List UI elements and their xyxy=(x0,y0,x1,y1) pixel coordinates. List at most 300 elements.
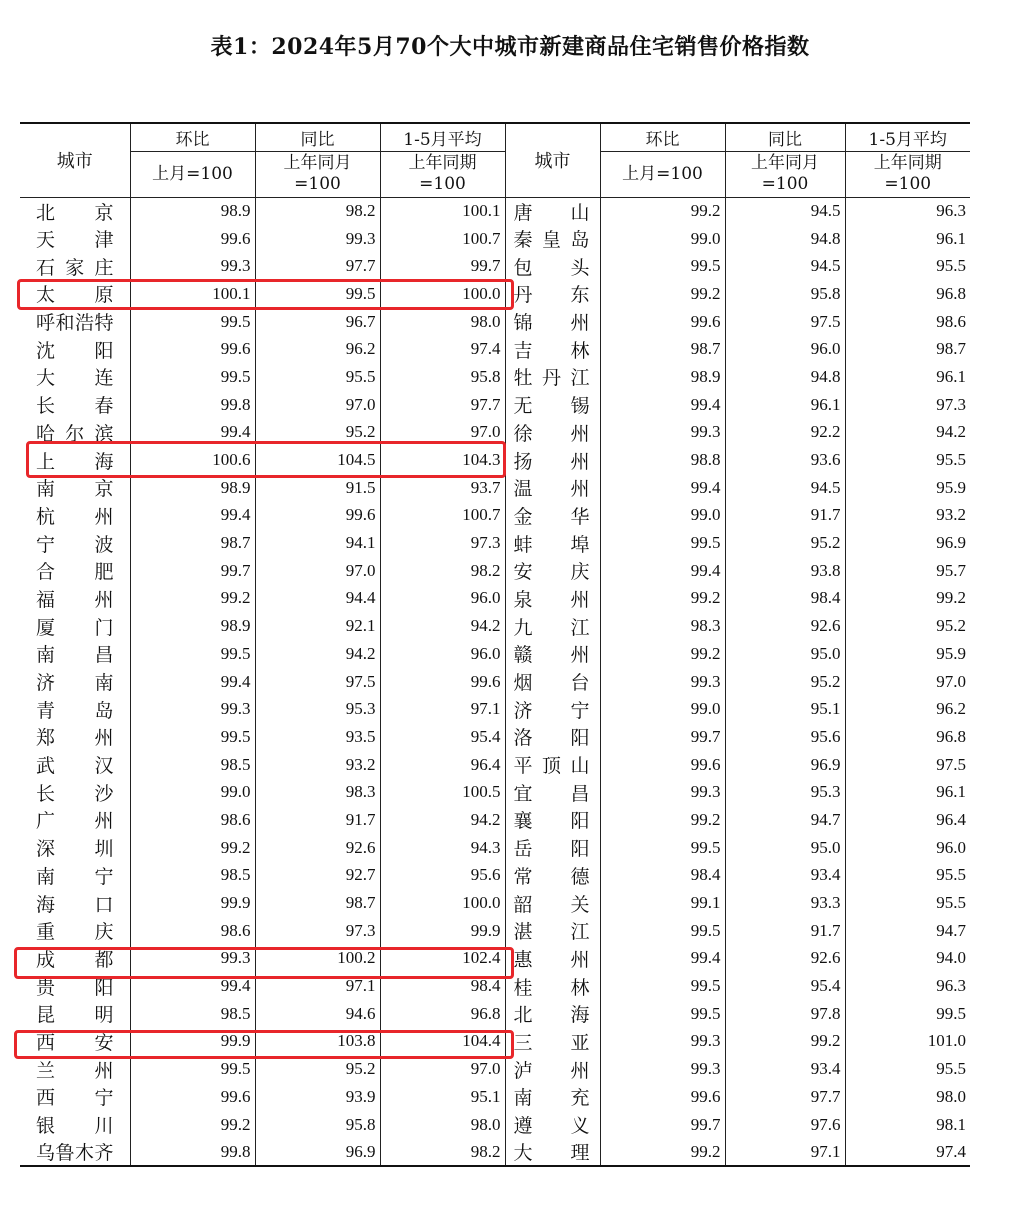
yoy-value-right: 95.2 xyxy=(725,529,845,557)
mom-value-left: 98.5 xyxy=(130,751,255,779)
table-row xyxy=(20,723,970,751)
mom-value-left: 99.7 xyxy=(130,557,255,585)
yoy-value-left: 91.5 xyxy=(255,474,380,502)
table-row xyxy=(20,1138,970,1166)
yoy-value-left: 98.3 xyxy=(255,778,380,806)
avg-value-left: 97.1 xyxy=(380,695,505,723)
mom-value-left: 98.9 xyxy=(130,612,255,640)
yoy-value-left: 95.5 xyxy=(255,363,380,391)
yoy-value-left: 95.2 xyxy=(255,419,380,447)
yoy-value-right: 94.5 xyxy=(725,474,845,502)
mom-value-right: 99.4 xyxy=(600,474,725,502)
city-name-left: 太原 xyxy=(36,284,114,307)
yoy-value-right: 95.0 xyxy=(725,834,845,862)
city-name-right: 济宁 xyxy=(505,695,600,723)
city-name-left: 厦门 xyxy=(36,616,114,639)
yoy-value-left: 99.5 xyxy=(255,280,380,308)
mom-value-right: 99.3 xyxy=(600,778,725,806)
header-yoy-base-right xyxy=(725,151,845,197)
city-name-left: 沈阳 xyxy=(36,339,114,362)
city-name-left: 上海 xyxy=(36,450,114,473)
city-name-left: 成都 xyxy=(36,948,114,971)
city-name-right: 丹东 xyxy=(505,280,600,308)
avg-value-left: 97.3 xyxy=(380,529,505,557)
yoy-value-left: 99.6 xyxy=(255,502,380,530)
avg-value-left: 97.0 xyxy=(380,1055,505,1083)
city-name-right: 北海 xyxy=(505,1000,600,1028)
mom-value-right: 99.4 xyxy=(600,557,725,585)
mom-value-left: 99.4 xyxy=(130,668,255,696)
city-name-right: 泉州 xyxy=(505,585,600,613)
mom-value-left: 99.4 xyxy=(130,502,255,530)
city-name-right: 安庆 xyxy=(505,557,600,585)
avg-value-right: 95.5 xyxy=(845,889,970,917)
mom-value-left: 99.3 xyxy=(130,252,255,280)
table-row xyxy=(20,335,970,363)
city-name-right: 锦州 xyxy=(505,308,600,336)
mom-value-left: 99.3 xyxy=(130,695,255,723)
avg-value-right: 97.5 xyxy=(845,751,970,779)
yoy-value-right: 95.3 xyxy=(725,778,845,806)
yoy-value-left: 92.7 xyxy=(255,862,380,890)
mom-value-left: 99.5 xyxy=(130,1055,255,1083)
header-yoy-base-line1: 上年同月 xyxy=(283,153,352,173)
yoy-value-right: 93.3 xyxy=(725,889,845,917)
avg-value-right: 97.0 xyxy=(845,668,970,696)
mom-value-left: 99.9 xyxy=(130,1028,255,1056)
city-name-right: 桂林 xyxy=(505,972,600,1000)
avg-value-left: 95.1 xyxy=(380,1083,505,1111)
avg-value-left: 96.0 xyxy=(380,585,505,613)
yoy-value-left: 96.7 xyxy=(255,308,380,336)
avg-value-left: 94.3 xyxy=(380,834,505,862)
mom-value-left: 99.5 xyxy=(130,363,255,391)
mom-value-right: 99.3 xyxy=(600,419,725,447)
avg-value-left: 104.3 xyxy=(380,446,505,474)
city-name-left: 长春 xyxy=(36,395,114,418)
mom-value-right: 99.6 xyxy=(600,308,725,336)
avg-value-left: 94.2 xyxy=(380,806,505,834)
yoy-value-left: 96.2 xyxy=(255,335,380,363)
header-avg-right: 1-5月平均 xyxy=(845,123,970,151)
yoy-value-right: 92.6 xyxy=(725,945,845,973)
table-row xyxy=(20,1111,970,1139)
mom-value-right: 99.5 xyxy=(600,834,725,862)
city-name-right: 赣州 xyxy=(505,640,600,668)
city-name-left: 大连 xyxy=(36,367,114,390)
mom-value-right: 99.6 xyxy=(600,751,725,779)
table-row xyxy=(20,751,970,779)
avg-value-right: 96.3 xyxy=(845,972,970,1000)
avg-value-left: 104.4 xyxy=(380,1028,505,1056)
city-name-right: 岳阳 xyxy=(505,834,600,862)
yoy-value-right: 96.0 xyxy=(725,335,845,363)
table-title: 表1：2024年5月70个大中城市新建商品住宅销售价格指数 xyxy=(210,34,810,60)
avg-value-left: 98.0 xyxy=(380,1111,505,1139)
mom-value-right: 99.5 xyxy=(600,917,725,945)
yoy-value-right: 94.5 xyxy=(725,252,845,280)
city-name-right: 洛阳 xyxy=(505,723,600,751)
header-avg-base-left xyxy=(380,151,505,197)
header-avg-base-right xyxy=(845,151,970,197)
yoy-value-right: 94.7 xyxy=(725,806,845,834)
highlight-box-chengdu xyxy=(14,947,514,979)
yoy-value-left: 96.9 xyxy=(255,1138,380,1166)
table-row xyxy=(20,806,970,834)
mom-value-right: 99.6 xyxy=(600,1083,725,1111)
avg-value-right: 96.8 xyxy=(845,280,970,308)
mom-value-left: 98.9 xyxy=(130,474,255,502)
city-name-left: 济南 xyxy=(36,672,114,695)
yoy-value-right: 95.1 xyxy=(725,695,845,723)
mom-value-right: 99.3 xyxy=(600,1055,725,1083)
mom-value-left: 99.2 xyxy=(130,585,255,613)
mom-value-right: 99.3 xyxy=(600,668,725,696)
yoy-value-left: 94.2 xyxy=(255,640,380,668)
mom-value-left: 99.4 xyxy=(130,972,255,1000)
avg-value-right: 96.1 xyxy=(845,363,970,391)
yoy-value-right: 97.7 xyxy=(725,1083,845,1111)
avg-value-right: 95.5 xyxy=(845,446,970,474)
avg-value-right: 95.7 xyxy=(845,557,970,585)
header-avg-base-line2: =100 xyxy=(419,174,466,194)
city-name-left: 石家庄 xyxy=(36,256,114,279)
table-row xyxy=(20,1055,970,1083)
header-mom-left: 环比 xyxy=(130,123,255,151)
city-name-right: 平顶山 xyxy=(505,751,600,779)
mom-value-right: 99.2 xyxy=(600,280,725,308)
yoy-value-left: 92.6 xyxy=(255,834,380,862)
yoy-value-left: 97.0 xyxy=(255,391,380,419)
yoy-value-left: 97.0 xyxy=(255,557,380,585)
avg-value-left: 95.8 xyxy=(380,363,505,391)
mom-value-left: 99.6 xyxy=(130,1083,255,1111)
header-yoy-base-line2: =100 xyxy=(294,174,341,194)
yoy-value-right: 97.8 xyxy=(725,1000,845,1028)
avg-value-right: 96.3 xyxy=(845,197,970,225)
avg-value-right: 94.0 xyxy=(845,945,970,973)
yoy-value-left: 93.9 xyxy=(255,1083,380,1111)
yoy-value-left: 104.5 xyxy=(255,446,380,474)
avg-value-right: 98.1 xyxy=(845,1111,970,1139)
avg-value-right: 98.7 xyxy=(845,335,970,363)
avg-value-right: 96.1 xyxy=(845,778,970,806)
avg-value-right: 94.2 xyxy=(845,419,970,447)
table-row xyxy=(20,529,970,557)
yoy-value-left: 94.6 xyxy=(255,1000,380,1028)
yoy-value-right: 93.4 xyxy=(725,862,845,890)
mom-value-left: 98.5 xyxy=(130,1000,255,1028)
avg-value-right: 98.6 xyxy=(845,308,970,336)
avg-value-left: 93.7 xyxy=(380,474,505,502)
avg-value-left: 100.7 xyxy=(380,225,505,253)
city-name-left: 乌鲁木齐 xyxy=(36,1142,114,1165)
table-row xyxy=(20,557,970,585)
header-avg-left: 1-5月平均 xyxy=(380,123,505,151)
yoy-value-left: 93.5 xyxy=(255,723,380,751)
mom-value-left: 98.9 xyxy=(130,197,255,225)
avg-value-left: 97.7 xyxy=(380,391,505,419)
city-name-right: 泸州 xyxy=(505,1055,600,1083)
avg-value-right: 98.0 xyxy=(845,1083,970,1111)
table-row xyxy=(20,834,970,862)
yoy-value-left: 98.7 xyxy=(255,889,380,917)
yoy-value-left: 98.2 xyxy=(255,197,380,225)
table-row xyxy=(20,778,970,806)
header-yoy-left: 同比 xyxy=(255,123,380,151)
yoy-value-left: 91.7 xyxy=(255,806,380,834)
city-name-left: 银川 xyxy=(36,1115,114,1138)
city-name-left: 南宁 xyxy=(36,865,114,888)
city-name-left: 长沙 xyxy=(36,782,114,805)
city-name-left: 兰州 xyxy=(36,1059,114,1082)
city-name-right: 三亚 xyxy=(505,1028,600,1056)
table-row xyxy=(20,474,970,502)
city-name-right: 南充 xyxy=(505,1083,600,1111)
avg-value-right: 101.0 xyxy=(845,1028,970,1056)
header-avg-base-line1: 上年同期 xyxy=(408,153,477,173)
yoy-value-left: 95.3 xyxy=(255,695,380,723)
yoy-value-left: 95.2 xyxy=(255,1055,380,1083)
mom-value-left: 98.7 xyxy=(130,529,255,557)
avg-value-right: 99.2 xyxy=(845,585,970,613)
yoy-value-right: 99.2 xyxy=(725,1028,845,1056)
mom-value-right: 98.7 xyxy=(600,335,725,363)
city-name-left: 哈尔滨 xyxy=(36,422,114,445)
city-name-left: 天津 xyxy=(36,229,114,252)
mom-value-left: 99.5 xyxy=(130,640,255,668)
avg-value-left: 98.2 xyxy=(380,1138,505,1166)
avg-value-left: 102.4 xyxy=(380,945,505,973)
city-name-left: 南京 xyxy=(36,478,114,501)
avg-value-right: 96.9 xyxy=(845,529,970,557)
avg-value-right: 95.5 xyxy=(845,862,970,890)
avg-value-left: 94.2 xyxy=(380,612,505,640)
city-name-right: 襄阳 xyxy=(505,806,600,834)
table-row xyxy=(20,640,970,668)
avg-value-right: 95.5 xyxy=(845,1055,970,1083)
yoy-value-left: 97.1 xyxy=(255,972,380,1000)
table-row xyxy=(20,363,970,391)
avg-value-left: 98.4 xyxy=(380,972,505,1000)
header-yoy-base-line2: =100 xyxy=(761,174,809,194)
avg-value-right: 96.4 xyxy=(845,806,970,834)
city-name-left: 宁波 xyxy=(36,533,114,556)
mom-value-right: 99.2 xyxy=(600,197,725,225)
city-name-right: 常德 xyxy=(505,862,600,890)
city-name-right: 蚌埠 xyxy=(505,529,600,557)
table-row xyxy=(20,308,970,336)
mom-value-left: 99.6 xyxy=(130,335,255,363)
avg-value-left: 99.9 xyxy=(380,917,505,945)
mom-value-right: 99.5 xyxy=(600,1000,725,1028)
table-row xyxy=(20,695,970,723)
yoy-value-right: 95.6 xyxy=(725,723,845,751)
table-row xyxy=(20,862,970,890)
city-name-left: 昆明 xyxy=(36,1004,114,1027)
mom-value-right: 99.0 xyxy=(600,695,725,723)
mom-value-right: 99.3 xyxy=(600,1028,725,1056)
yoy-value-right: 96.1 xyxy=(725,391,845,419)
mom-value-right: 98.8 xyxy=(600,446,725,474)
yoy-value-right: 94.5 xyxy=(725,197,845,225)
mom-value-right: 99.0 xyxy=(600,502,725,530)
table-row xyxy=(20,917,970,945)
yoy-value-right: 97.5 xyxy=(725,308,845,336)
avg-value-left: 98.2 xyxy=(380,557,505,585)
table-row xyxy=(20,502,970,530)
yoy-value-left: 97.7 xyxy=(255,252,380,280)
yoy-value-left: 95.8 xyxy=(255,1111,380,1139)
mom-value-left: 99.8 xyxy=(130,1138,255,1166)
mom-value-left: 99.5 xyxy=(130,308,255,336)
avg-value-right: 96.2 xyxy=(845,695,970,723)
avg-value-left: 96.8 xyxy=(380,1000,505,1028)
table-row xyxy=(20,1083,970,1111)
avg-value-left: 99.7 xyxy=(380,252,505,280)
mom-value-left: 98.6 xyxy=(130,806,255,834)
yoy-value-right: 95.0 xyxy=(725,640,845,668)
city-name-right: 牡丹江 xyxy=(505,363,600,391)
mom-value-right: 98.3 xyxy=(600,612,725,640)
mom-value-right: 99.5 xyxy=(600,529,725,557)
city-name-right: 扬州 xyxy=(505,446,600,474)
city-name-left: 武汉 xyxy=(36,755,114,778)
yoy-value-right: 95.8 xyxy=(725,280,845,308)
mom-value-right: 99.0 xyxy=(600,225,725,253)
city-name-left: 青岛 xyxy=(36,699,114,722)
yoy-value-left: 92.1 xyxy=(255,612,380,640)
mom-value-right: 99.2 xyxy=(600,1138,725,1166)
city-name-right: 韶关 xyxy=(505,889,600,917)
avg-value-left: 95.4 xyxy=(380,723,505,751)
city-name-right: 金华 xyxy=(505,502,600,530)
avg-value-left: 99.6 xyxy=(380,668,505,696)
yoy-value-right: 93.8 xyxy=(725,557,845,585)
yoy-value-right: 98.4 xyxy=(725,585,845,613)
city-name-left: 贵阳 xyxy=(36,976,114,999)
avg-value-right: 96.0 xyxy=(845,834,970,862)
header-mom-base-right: 上月=100 xyxy=(600,151,725,197)
mom-value-right: 99.7 xyxy=(600,1111,725,1139)
yoy-value-left: 94.4 xyxy=(255,585,380,613)
city-name-left: 海口 xyxy=(36,893,114,916)
mom-value-left: 100.6 xyxy=(130,446,255,474)
mom-value-right: 99.1 xyxy=(600,889,725,917)
city-name-left: 西宁 xyxy=(36,1087,114,1110)
avg-value-right: 99.5 xyxy=(845,1000,970,1028)
city-name-right: 秦皇岛 xyxy=(505,225,600,253)
mom-value-right: 99.7 xyxy=(600,723,725,751)
city-name-right: 大理 xyxy=(505,1138,600,1166)
avg-value-right: 95.5 xyxy=(845,252,970,280)
table-row xyxy=(20,612,970,640)
avg-value-right: 96.8 xyxy=(845,723,970,751)
city-name-right: 惠州 xyxy=(505,945,600,973)
mom-value-right: 99.5 xyxy=(600,972,725,1000)
header-yoy-base-line1: 上年同月 xyxy=(751,153,819,173)
yoy-value-right: 92.2 xyxy=(725,419,845,447)
table-row xyxy=(20,252,970,280)
city-name-right: 吉林 xyxy=(505,335,600,363)
city-name-left: 呼和浩特 xyxy=(36,312,114,335)
highlight-box-taiyuan xyxy=(17,279,514,310)
mom-value-left: 100.1 xyxy=(130,280,255,308)
table-row xyxy=(20,889,970,917)
yoy-value-right: 92.6 xyxy=(725,612,845,640)
yoy-value-left: 93.2 xyxy=(255,751,380,779)
header-mom-base-left: 上月=100 xyxy=(130,151,255,197)
city-name-left: 福州 xyxy=(36,588,114,611)
city-name-right: 九江 xyxy=(505,612,600,640)
city-name-right: 温州 xyxy=(505,474,600,502)
table-row xyxy=(20,1000,970,1028)
mom-value-left: 99.8 xyxy=(130,391,255,419)
yoy-value-right: 93.4 xyxy=(725,1055,845,1083)
yoy-value-left: 99.3 xyxy=(255,225,380,253)
avg-value-left: 96.0 xyxy=(380,640,505,668)
mom-value-right: 99.2 xyxy=(600,640,725,668)
city-name-left: 西安 xyxy=(36,1031,114,1054)
city-name-right: 徐州 xyxy=(505,419,600,447)
header-mom-right: 环比 xyxy=(600,123,725,151)
city-name-left: 重庆 xyxy=(36,921,114,944)
city-name-left: 郑州 xyxy=(36,727,114,750)
city-name-right: 湛江 xyxy=(505,917,600,945)
avg-value-right: 94.7 xyxy=(845,917,970,945)
city-name-right: 遵义 xyxy=(505,1111,600,1139)
yoy-value-right: 94.8 xyxy=(725,363,845,391)
avg-value-left: 95.6 xyxy=(380,862,505,890)
avg-value-left: 100.0 xyxy=(380,280,505,308)
mom-value-left: 99.4 xyxy=(130,419,255,447)
mom-value-right: 98.9 xyxy=(600,363,725,391)
yoy-value-right: 94.8 xyxy=(725,225,845,253)
yoy-value-right: 97.1 xyxy=(725,1138,845,1166)
avg-value-left: 100.7 xyxy=(380,502,505,530)
yoy-value-right: 96.9 xyxy=(725,751,845,779)
table-row xyxy=(20,391,970,419)
table-body xyxy=(20,197,970,1166)
yoy-value-right: 95.4 xyxy=(725,972,845,1000)
mom-value-left: 99.3 xyxy=(130,945,255,973)
mom-value-left: 99.5 xyxy=(130,723,255,751)
avg-value-left: 100.5 xyxy=(380,778,505,806)
yoy-value-right: 97.6 xyxy=(725,1111,845,1139)
table-row xyxy=(20,197,970,225)
city-name-left: 广州 xyxy=(36,810,114,833)
mom-value-right: 99.4 xyxy=(600,391,725,419)
table-row xyxy=(20,585,970,613)
city-name-right: 烟台 xyxy=(505,668,600,696)
yoy-value-right: 93.6 xyxy=(725,446,845,474)
header-row-2 xyxy=(20,151,970,197)
city-name-left: 杭州 xyxy=(36,505,114,528)
mom-value-right: 99.2 xyxy=(600,806,725,834)
mom-value-left: 99.6 xyxy=(130,225,255,253)
mom-value-left: 98.6 xyxy=(130,917,255,945)
mom-value-left: 99.9 xyxy=(130,889,255,917)
header-yoy-right: 同比 xyxy=(725,123,845,151)
avg-value-left: 100.0 xyxy=(380,889,505,917)
header-avg-base-line2: =100 xyxy=(884,174,932,194)
yoy-value-right: 91.7 xyxy=(725,917,845,945)
yoy-value-left: 103.8 xyxy=(255,1028,380,1056)
table-row xyxy=(20,668,970,696)
mom-value-right: 99.2 xyxy=(600,585,725,613)
yoy-value-left: 97.3 xyxy=(255,917,380,945)
city-name-right: 宜昌 xyxy=(505,778,600,806)
